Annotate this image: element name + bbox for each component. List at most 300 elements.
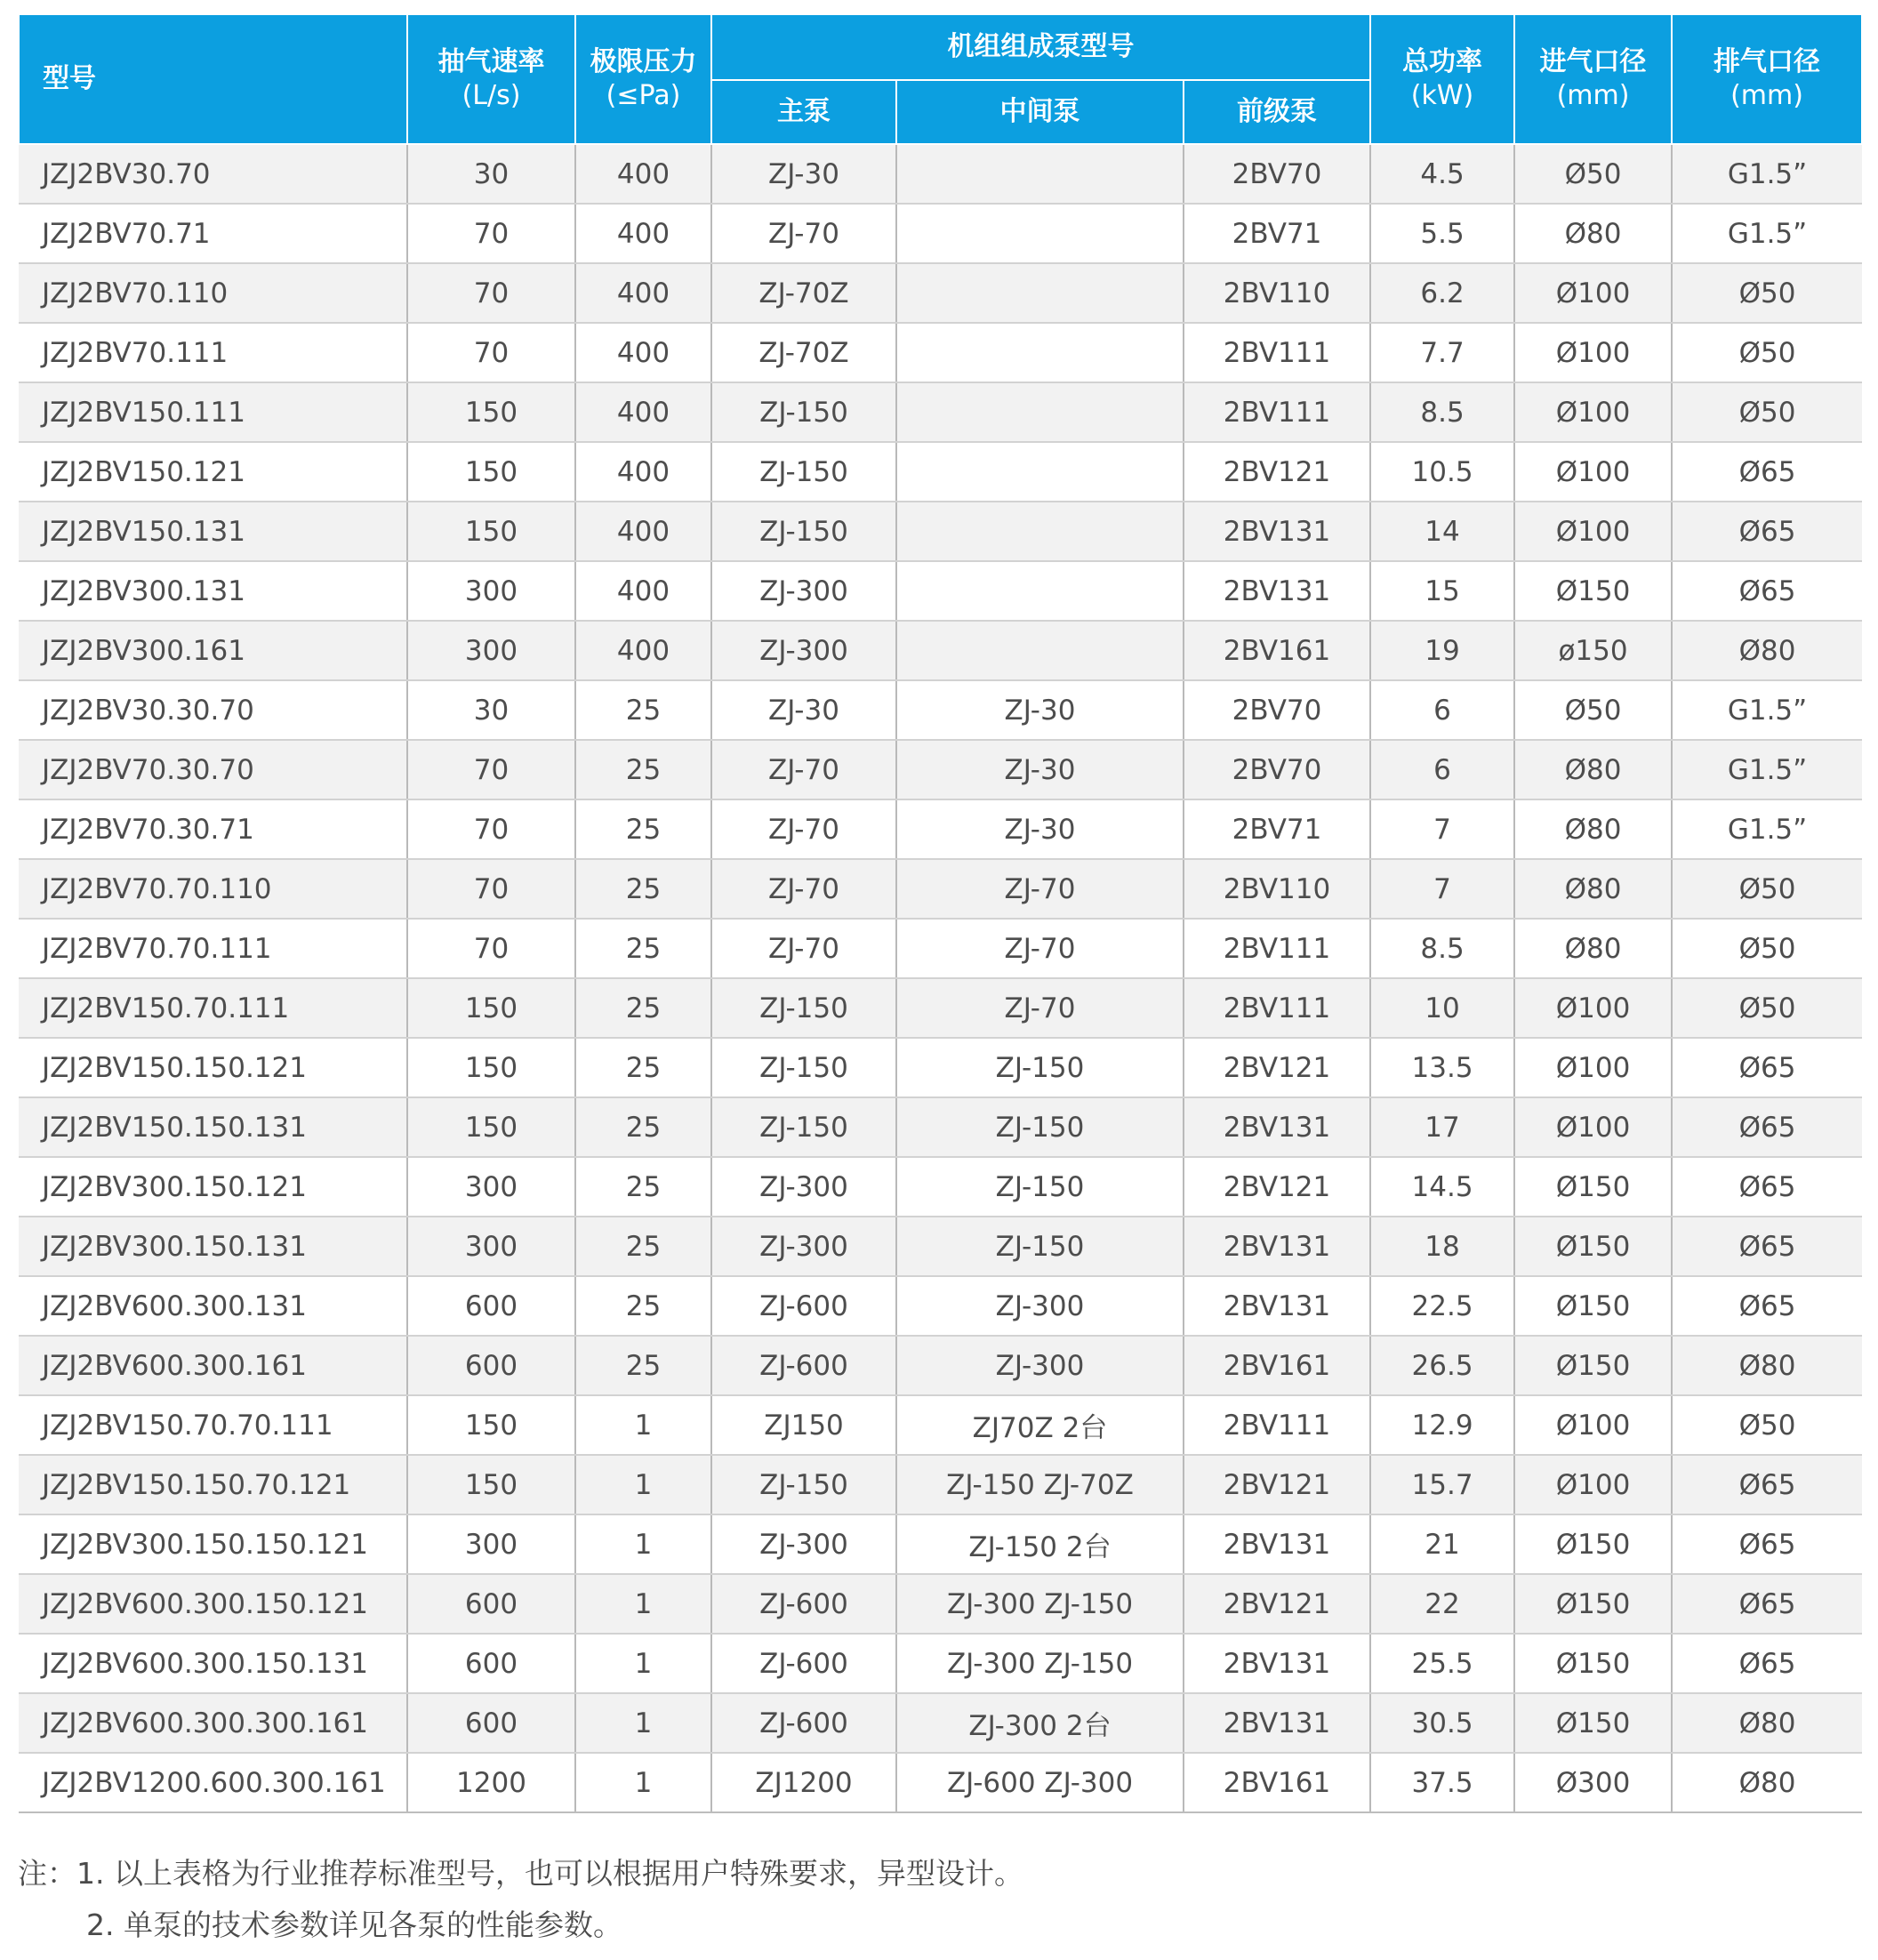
cell-main-pump: ZJ-30: [711, 680, 896, 740]
cell-inlet-diameter: Ø150: [1514, 1693, 1672, 1753]
cell-ultimate-pressure: 400: [575, 382, 711, 442]
cell-fore-pump: 2BV121: [1184, 1157, 1370, 1217]
cell-middle-pump: ZJ-150: [896, 1097, 1184, 1157]
cell-model: JZJ2BV30.70: [19, 144, 407, 204]
cell-inlet-diameter: Ø150: [1514, 1276, 1672, 1336]
cell-pumping-speed: 150: [407, 1395, 575, 1455]
cell-ultimate-pressure: 1: [575, 1514, 711, 1574]
cell-fore-pump: 2BV161: [1184, 1753, 1370, 1812]
cell-middle-pump: ZJ-300 ZJ-150: [896, 1634, 1184, 1693]
cell-model: JZJ2BV70.30.70: [19, 740, 407, 799]
header-pumping-speed: [407, 14, 575, 144]
cell-inlet-diameter: Ø50: [1514, 144, 1672, 204]
cell-model: JZJ2BV150.70.111: [19, 978, 407, 1038]
header-inlet-diameter: [1514, 14, 1672, 144]
cell-pumping-speed: 70: [407, 859, 575, 919]
cell-outlet-diameter: Ø50: [1672, 1395, 1862, 1455]
cell-total-power: 8.5: [1370, 919, 1514, 978]
cell-total-power: 6.2: [1370, 263, 1514, 323]
cell-inlet-diameter: Ø300: [1514, 1753, 1672, 1812]
table-row: [19, 1574, 1862, 1634]
cell-total-power: 12.9: [1370, 1395, 1514, 1455]
cell-total-power: 6: [1370, 740, 1514, 799]
cell-fore-pump: 2BV121: [1184, 1038, 1370, 1097]
cell-model: JZJ2BV70.111: [19, 323, 407, 382]
cell-main-pump: ZJ-600: [711, 1634, 896, 1693]
cell-pumping-speed: 150: [407, 502, 575, 561]
cell-main-pump: ZJ-70: [711, 204, 896, 263]
cell-middle-pump: [896, 323, 1184, 382]
header-pump-group: 机组组成泵型号: [711, 14, 1370, 80]
cell-total-power: 7.7: [1370, 323, 1514, 382]
cell-total-power: 14: [1370, 502, 1514, 561]
cell-fore-pump: 2BV131: [1184, 502, 1370, 561]
cell-pumping-speed: 300: [407, 561, 575, 621]
cell-model: JZJ2BV600.300.150.131: [19, 1634, 407, 1693]
cell-middle-pump: ZJ-70: [896, 978, 1184, 1038]
cell-ultimate-pressure: 1: [575, 1455, 711, 1514]
header-middle-pump: 中间泵: [896, 80, 1184, 144]
cell-pumping-speed: 300: [407, 1157, 575, 1217]
cell-main-pump: ZJ-300: [711, 1157, 896, 1217]
cell-fore-pump: 2BV121: [1184, 1574, 1370, 1634]
cell-ultimate-pressure: 1: [575, 1574, 711, 1634]
cell-main-pump: ZJ150: [711, 1395, 896, 1455]
cell-model: JZJ2BV70.70.111: [19, 919, 407, 978]
cell-total-power: 18: [1370, 1217, 1514, 1276]
cell-fore-pump: 2BV111: [1184, 323, 1370, 382]
cell-total-power: 6: [1370, 680, 1514, 740]
cell-outlet-diameter: Ø65: [1672, 1217, 1862, 1276]
table-row: [19, 144, 1862, 204]
cell-pumping-speed: 150: [407, 978, 575, 1038]
cell-middle-pump: [896, 621, 1184, 680]
cell-outlet-diameter: Ø50: [1672, 323, 1862, 382]
table-row: [19, 1038, 1862, 1097]
cell-middle-pump: ZJ-30: [896, 799, 1184, 859]
cell-fore-pump: 2BV131: [1184, 1634, 1370, 1693]
table-row: [19, 1455, 1862, 1514]
cell-model: JZJ2BV150.111: [19, 382, 407, 442]
cell-main-pump: ZJ-150: [711, 442, 896, 502]
cell-middle-pump: ZJ-150 ZJ-70Z: [896, 1455, 1184, 1514]
cell-model: JZJ2BV150.150.121: [19, 1038, 407, 1097]
cell-middle-pump: ZJ-150: [896, 1038, 1184, 1097]
cell-inlet-diameter: Ø150: [1514, 1514, 1672, 1574]
cell-fore-pump: 2BV131: [1184, 1097, 1370, 1157]
table-row: [19, 1336, 1862, 1395]
cell-pumping-speed: 150: [407, 1097, 575, 1157]
cell-middle-pump: ZJ-600 ZJ-300: [896, 1753, 1184, 1812]
cell-main-pump: ZJ-300: [711, 561, 896, 621]
cell-inlet-diameter: Ø150: [1514, 561, 1672, 621]
cell-outlet-diameter: G1.5”: [1672, 144, 1862, 204]
cell-total-power: 22: [1370, 1574, 1514, 1634]
cell-main-pump: ZJ-600: [711, 1336, 896, 1395]
cell-pumping-speed: 300: [407, 1217, 575, 1276]
cell-model: JZJ2BV300.131: [19, 561, 407, 621]
cell-ultimate-pressure: 25: [575, 740, 711, 799]
cell-outlet-diameter: Ø80: [1672, 621, 1862, 680]
cell-middle-pump: ZJ-300: [896, 1276, 1184, 1336]
cell-fore-pump: 2BV121: [1184, 442, 1370, 502]
spec-table: [18, 13, 1863, 1813]
table-row: [19, 204, 1862, 263]
cell-pumping-speed: 600: [407, 1336, 575, 1395]
cell-middle-pump: ZJ-300 ZJ-150: [896, 1574, 1184, 1634]
cell-ultimate-pressure: 400: [575, 263, 711, 323]
cell-ultimate-pressure: 1: [575, 1693, 711, 1753]
cell-total-power: 5.5: [1370, 204, 1514, 263]
cell-middle-pump: [896, 561, 1184, 621]
cell-ultimate-pressure: 400: [575, 502, 711, 561]
cell-outlet-diameter: Ø50: [1672, 859, 1862, 919]
cell-outlet-diameter: Ø50: [1672, 382, 1862, 442]
cell-fore-pump: 2BV70: [1184, 144, 1370, 204]
header-model: 型号: [19, 14, 407, 144]
table-header: [19, 14, 1862, 144]
header-inlet-diameter-label: 进气口径: [1539, 46, 1647, 77]
cell-fore-pump: 2BV131: [1184, 1514, 1370, 1574]
cell-outlet-diameter: Ø65: [1672, 1514, 1862, 1574]
cell-total-power: 7: [1370, 799, 1514, 859]
cell-inlet-diameter: ø150: [1514, 621, 1672, 680]
table-row: [19, 263, 1862, 323]
table-row: [19, 561, 1862, 621]
cell-outlet-diameter: Ø80: [1672, 1753, 1862, 1812]
cell-main-pump: ZJ-70: [711, 859, 896, 919]
cell-middle-pump: ZJ-150: [896, 1217, 1184, 1276]
table-row: [19, 323, 1862, 382]
note-line-2: 2. 单泵的技术参数详见各泵的性能参数。: [86, 1908, 622, 1942]
cell-model: JZJ2BV150.150.131: [19, 1097, 407, 1157]
notes: [18, 1848, 1023, 1951]
cell-outlet-diameter: G1.5”: [1672, 740, 1862, 799]
table-row: [19, 680, 1862, 740]
table-row: [19, 1693, 1862, 1753]
cell-total-power: 21: [1370, 1514, 1514, 1574]
table-row: [19, 978, 1862, 1038]
cell-middle-pump: [896, 144, 1184, 204]
table-row: [19, 1276, 1862, 1336]
cell-middle-pump: [896, 502, 1184, 561]
cell-main-pump: ZJ1200: [711, 1753, 896, 1812]
cell-middle-pump: ZJ-300: [896, 1336, 1184, 1395]
table-row: [19, 1157, 1862, 1217]
cell-outlet-diameter: Ø50: [1672, 919, 1862, 978]
cell-total-power: 10: [1370, 978, 1514, 1038]
table-row: [19, 502, 1862, 561]
cell-fore-pump: 2BV121: [1184, 1455, 1370, 1514]
table-row: [19, 621, 1862, 680]
cell-fore-pump: 2BV111: [1184, 919, 1370, 978]
cell-inlet-diameter: Ø100: [1514, 1455, 1672, 1514]
cell-inlet-diameter: Ø150: [1514, 1217, 1672, 1276]
cell-main-pump: ZJ-300: [711, 1217, 896, 1276]
table-row: [19, 1634, 1862, 1693]
cell-pumping-speed: 70: [407, 263, 575, 323]
cell-outlet-diameter: Ø65: [1672, 561, 1862, 621]
cell-pumping-speed: 70: [407, 204, 575, 263]
cell-inlet-diameter: Ø80: [1514, 859, 1672, 919]
cell-inlet-diameter: Ø100: [1514, 263, 1672, 323]
cell-pumping-speed: 600: [407, 1693, 575, 1753]
cell-inlet-diameter: Ø80: [1514, 204, 1672, 263]
cell-model: JZJ2BV300.150.131: [19, 1217, 407, 1276]
cell-main-pump: ZJ-70: [711, 919, 896, 978]
cell-ultimate-pressure: 25: [575, 1336, 711, 1395]
cell-inlet-diameter: Ø100: [1514, 442, 1672, 502]
cell-main-pump: ZJ-150: [711, 978, 896, 1038]
header-fore-pump: 前级泵: [1184, 80, 1370, 144]
cell-middle-pump: [896, 204, 1184, 263]
cell-middle-pump: ZJ-150: [896, 1157, 1184, 1217]
cell-model: JZJ2BV1200.600.300.161: [19, 1753, 407, 1812]
cell-pumping-speed: 600: [407, 1276, 575, 1336]
cell-ultimate-pressure: 25: [575, 1217, 711, 1276]
table-row: [19, 1217, 1862, 1276]
cell-pumping-speed: 150: [407, 1038, 575, 1097]
cell-outlet-diameter: Ø65: [1672, 1276, 1862, 1336]
cell-inlet-diameter: Ø100: [1514, 978, 1672, 1038]
header-outlet-diameter: [1672, 14, 1862, 144]
cell-fore-pump: 2BV111: [1184, 382, 1370, 442]
cell-middle-pump: ZJ-30: [896, 740, 1184, 799]
cell-model: JZJ2BV150.70.70.111: [19, 1395, 407, 1455]
header-main-pump: 主泵: [711, 80, 896, 144]
cell-total-power: 15: [1370, 561, 1514, 621]
cell-total-power: 25.5: [1370, 1634, 1514, 1693]
cell-main-pump: ZJ-600: [711, 1574, 896, 1634]
cell-main-pump: ZJ-30: [711, 144, 896, 204]
cell-pumping-speed: 70: [407, 799, 575, 859]
cell-inlet-diameter: Ø150: [1514, 1157, 1672, 1217]
cell-inlet-diameter: Ø100: [1514, 1097, 1672, 1157]
table-row: [19, 919, 1862, 978]
cell-ultimate-pressure: 25: [575, 1038, 711, 1097]
cell-outlet-diameter: Ø80: [1672, 1336, 1862, 1395]
cell-model: JZJ2BV300.161: [19, 621, 407, 680]
cell-outlet-diameter: Ø65: [1672, 1574, 1862, 1634]
cell-pumping-speed: 300: [407, 621, 575, 680]
cell-total-power: 17: [1370, 1097, 1514, 1157]
table-row: [19, 1097, 1862, 1157]
header-total-power-unit: (kW): [1410, 80, 1474, 111]
cell-inlet-diameter: Ø150: [1514, 1634, 1672, 1693]
cell-total-power: 19: [1370, 621, 1514, 680]
cell-inlet-diameter: Ø100: [1514, 1395, 1672, 1455]
cell-ultimate-pressure: 25: [575, 680, 711, 740]
cell-middle-pump: ZJ-300 2台: [896, 1693, 1184, 1753]
cell-pumping-speed: 70: [407, 323, 575, 382]
cell-total-power: 14.5: [1370, 1157, 1514, 1217]
cell-outlet-diameter: Ø65: [1672, 1634, 1862, 1693]
cell-fore-pump: 2BV71: [1184, 799, 1370, 859]
cell-middle-pump: ZJ-30: [896, 680, 1184, 740]
cell-total-power: 8.5: [1370, 382, 1514, 442]
table-row: [19, 1395, 1862, 1455]
cell-pumping-speed: 150: [407, 442, 575, 502]
cell-outlet-diameter: G1.5”: [1672, 799, 1862, 859]
cell-ultimate-pressure: 400: [575, 204, 711, 263]
cell-model: JZJ2BV70.71: [19, 204, 407, 263]
cell-pumping-speed: 600: [407, 1574, 575, 1634]
header-pumping-speed-label: 抽气速率: [437, 46, 545, 77]
table-row: [19, 1514, 1862, 1574]
cell-middle-pump: ZJ-70: [896, 859, 1184, 919]
cell-fore-pump: 2BV131: [1184, 1217, 1370, 1276]
cell-model: JZJ2BV600.300.150.121: [19, 1574, 407, 1634]
header-ultimate-pressure-label: 极限压力: [590, 46, 697, 77]
cell-main-pump: ZJ-70: [711, 799, 896, 859]
cell-outlet-diameter: Ø80: [1672, 1693, 1862, 1753]
cell-main-pump: ZJ-600: [711, 1693, 896, 1753]
table-row: [19, 740, 1862, 799]
cell-inlet-diameter: Ø150: [1514, 1336, 1672, 1395]
cell-inlet-diameter: Ø100: [1514, 382, 1672, 442]
header-total-power: [1370, 14, 1514, 144]
cell-ultimate-pressure: 25: [575, 978, 711, 1038]
header-ultimate-pressure-unit: (≤Pa): [606, 80, 681, 111]
cell-fore-pump: 2BV131: [1184, 561, 1370, 621]
note-line-1: 注：1. 以上表格为行业推荐标准型号，也可以根据用户特殊要求，异型设计。: [18, 1856, 1023, 1891]
cell-fore-pump: 2BV110: [1184, 859, 1370, 919]
cell-middle-pump: [896, 263, 1184, 323]
cell-middle-pump: ZJ70Z 2台: [896, 1395, 1184, 1455]
header-inlet-diameter-unit: (mm): [1556, 80, 1630, 111]
cell-outlet-diameter: G1.5”: [1672, 204, 1862, 263]
cell-main-pump: ZJ-300: [711, 621, 896, 680]
table-row: [19, 859, 1862, 919]
cell-total-power: 26.5: [1370, 1336, 1514, 1395]
cell-main-pump: ZJ-300: [711, 1514, 896, 1574]
cell-pumping-speed: 30: [407, 680, 575, 740]
table-row: [19, 442, 1862, 502]
cell-ultimate-pressure: 400: [575, 621, 711, 680]
cell-middle-pump: [896, 382, 1184, 442]
cell-pumping-speed: 600: [407, 1634, 575, 1693]
cell-total-power: 15.7: [1370, 1455, 1514, 1514]
cell-main-pump: ZJ-150: [711, 1455, 896, 1514]
cell-model: JZJ2BV600.300.161: [19, 1336, 407, 1395]
cell-total-power: 4.5: [1370, 144, 1514, 204]
cell-inlet-diameter: Ø100: [1514, 502, 1672, 561]
cell-inlet-diameter: Ø80: [1514, 740, 1672, 799]
cell-outlet-diameter: Ø65: [1672, 1157, 1862, 1217]
cell-outlet-diameter: Ø50: [1672, 263, 1862, 323]
cell-ultimate-pressure: 25: [575, 799, 711, 859]
cell-inlet-diameter: Ø100: [1514, 1038, 1672, 1097]
cell-model: JZJ2BV150.150.70.121: [19, 1455, 407, 1514]
cell-model: JZJ2BV30.30.70: [19, 680, 407, 740]
cell-inlet-diameter: Ø50: [1514, 680, 1672, 740]
cell-ultimate-pressure: 25: [575, 1097, 711, 1157]
table-body: [19, 144, 1862, 1812]
cell-ultimate-pressure: 400: [575, 323, 711, 382]
cell-pumping-speed: 150: [407, 1455, 575, 1514]
cell-ultimate-pressure: 1: [575, 1634, 711, 1693]
cell-total-power: 22.5: [1370, 1276, 1514, 1336]
cell-fore-pump: 2BV71: [1184, 204, 1370, 263]
cell-ultimate-pressure: 400: [575, 144, 711, 204]
cell-middle-pump: ZJ-150 2台: [896, 1514, 1184, 1574]
cell-model: JZJ2BV150.131: [19, 502, 407, 561]
cell-middle-pump: [896, 442, 1184, 502]
cell-main-pump: ZJ-150: [711, 382, 896, 442]
cell-total-power: 13.5: [1370, 1038, 1514, 1097]
cell-fore-pump: 2BV131: [1184, 1276, 1370, 1336]
header-pumping-speed-unit: (L/s): [461, 80, 521, 111]
cell-outlet-diameter: G1.5”: [1672, 680, 1862, 740]
cell-model: JZJ2BV70.70.110: [19, 859, 407, 919]
cell-outlet-diameter: Ø65: [1672, 1455, 1862, 1514]
cell-main-pump: ZJ-70Z: [711, 323, 896, 382]
cell-fore-pump: 2BV110: [1184, 263, 1370, 323]
cell-outlet-diameter: Ø50: [1672, 978, 1862, 1038]
cell-model: JZJ2BV300.150.121: [19, 1157, 407, 1217]
cell-total-power: 37.5: [1370, 1753, 1514, 1812]
cell-inlet-diameter: Ø150: [1514, 1574, 1672, 1634]
cell-total-power: 7: [1370, 859, 1514, 919]
cell-fore-pump: 2BV111: [1184, 978, 1370, 1038]
cell-pumping-speed: 30: [407, 144, 575, 204]
cell-fore-pump: 2BV161: [1184, 1336, 1370, 1395]
header-ultimate-pressure: [575, 14, 711, 144]
cell-model: JZJ2BV70.110: [19, 263, 407, 323]
cell-main-pump: ZJ-150: [711, 1038, 896, 1097]
cell-ultimate-pressure: 25: [575, 1157, 711, 1217]
table-row: [19, 1753, 1862, 1812]
cell-pumping-speed: 70: [407, 740, 575, 799]
spec-table-container: [18, 13, 1861, 1813]
cell-inlet-diameter: Ø80: [1514, 799, 1672, 859]
cell-model: JZJ2BV600.300.131: [19, 1276, 407, 1336]
cell-total-power: 30.5: [1370, 1693, 1514, 1753]
cell-total-power: 10.5: [1370, 442, 1514, 502]
header-outlet-diameter-label: 排气口径: [1713, 46, 1821, 77]
cell-model: JZJ2BV300.150.150.121: [19, 1514, 407, 1574]
cell-main-pump: ZJ-150: [711, 502, 896, 561]
cell-main-pump: ZJ-600: [711, 1276, 896, 1336]
cell-main-pump: ZJ-70: [711, 740, 896, 799]
cell-ultimate-pressure: 25: [575, 1276, 711, 1336]
cell-fore-pump: 2BV70: [1184, 740, 1370, 799]
cell-fore-pump: 2BV161: [1184, 621, 1370, 680]
cell-inlet-diameter: Ø80: [1514, 919, 1672, 978]
cell-outlet-diameter: Ø65: [1672, 502, 1862, 561]
cell-outlet-diameter: Ø65: [1672, 1038, 1862, 1097]
cell-fore-pump: 2BV111: [1184, 1395, 1370, 1455]
cell-middle-pump: ZJ-70: [896, 919, 1184, 978]
cell-pumping-speed: 150: [407, 382, 575, 442]
cell-model: JZJ2BV150.121: [19, 442, 407, 502]
cell-pumping-speed: 70: [407, 919, 575, 978]
cell-inlet-diameter: Ø100: [1514, 323, 1672, 382]
cell-model: JZJ2BV600.300.300.161: [19, 1693, 407, 1753]
cell-ultimate-pressure: 400: [575, 442, 711, 502]
cell-fore-pump: 2BV131: [1184, 1693, 1370, 1753]
cell-ultimate-pressure: 25: [575, 919, 711, 978]
header-outlet-diameter-unit: (mm): [1730, 80, 1803, 111]
cell-ultimate-pressure: 25: [575, 859, 711, 919]
cell-model: JZJ2BV70.30.71: [19, 799, 407, 859]
table-row: [19, 799, 1862, 859]
cell-pumping-speed: 300: [407, 1514, 575, 1574]
cell-pumping-speed: 1200: [407, 1753, 575, 1812]
cell-fore-pump: 2BV70: [1184, 680, 1370, 740]
cell-main-pump: ZJ-150: [711, 1097, 896, 1157]
cell-outlet-diameter: Ø65: [1672, 442, 1862, 502]
